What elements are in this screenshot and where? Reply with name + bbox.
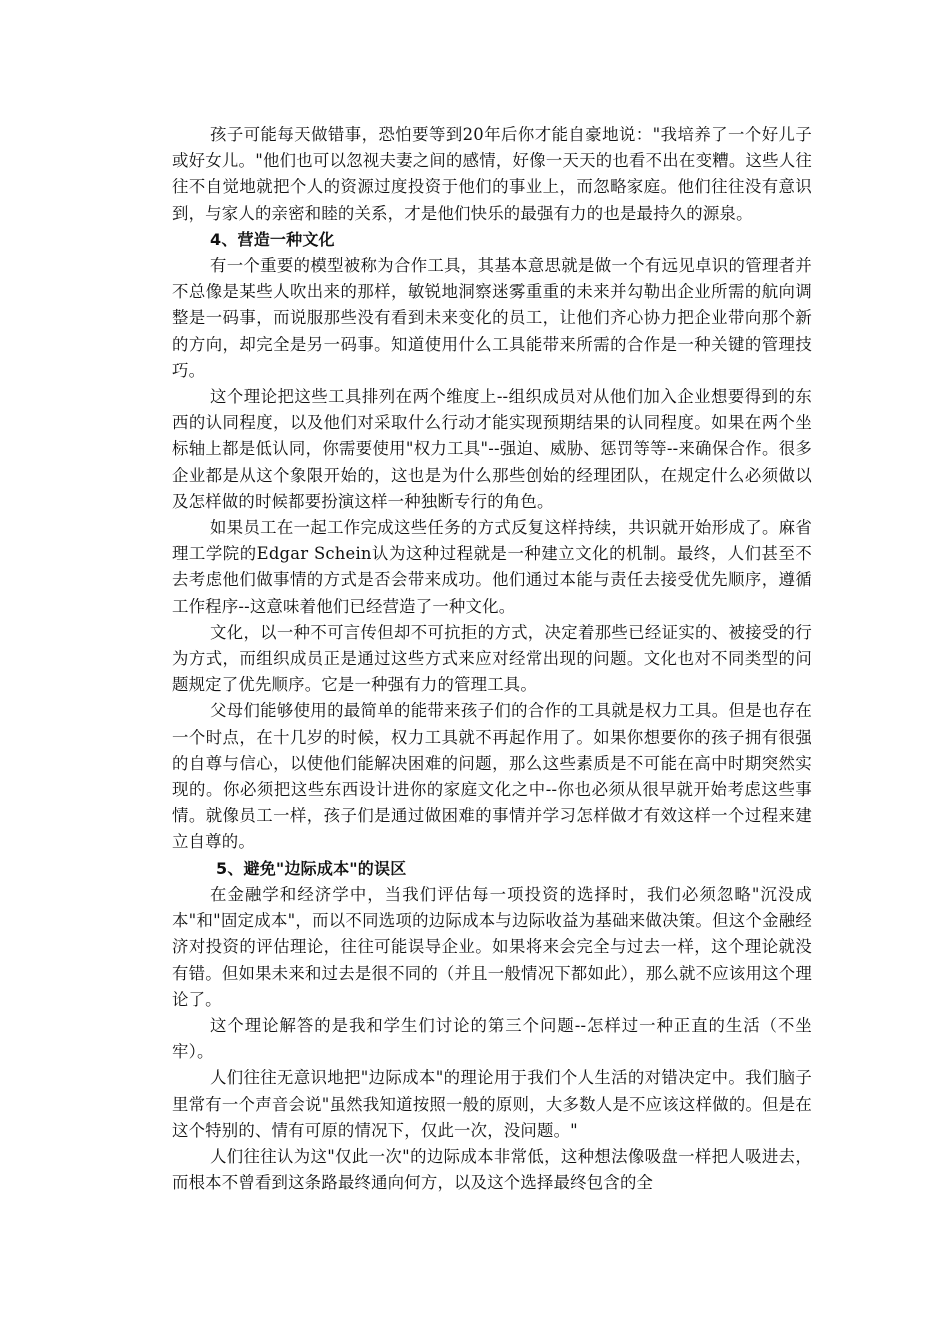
paragraph: 有一个重要的模型被称为合作工具，其基本意思就是做一个有远见卓识的管理者并不总像是某些人吹出来的那样，敏锐地洞察迷雾重重的未来并勾勒出企业所需的航向调整是一码事，而说服那些没有看到未来变化的员工，让他们齐心协力把企业带向那个新的方向，却完全是另一码事。知道使用什么工具能带来所需的合作是一种关键的管理技巧。 bbox=[172, 256, 812, 380]
paragraph: 人们往往无意识地把"边际成本"的理论用于我们个人生活的对错决定中。我们脑子里常有一个声音会说"虽然我知道按照一般的原则，大多数人是不应该这样做的。但是在这个特别的、情有可原的情况下，仅此一次，没问题。" bbox=[172, 1068, 812, 1140]
document-page bbox=[172, 122, 812, 1196]
paragraph: 父母们能够使用的最简单的能带来孩子们的合作的工具就是权力工具。但是也存在一个时点，在十几岁的时候，权力工具就不再起作用了。如果你想要你的孩子拥有很强的自尊与信心，以使他们能解决困难的问题，那么这些素质是不可能在高中时期突然实现的。你必须把这些东西设计进你的家庭文化之中--你也必须从很早就开始考虑这些事情。就像员工一样，孩子们是通过做困难的事情并学习怎样做才有效这样一个过程来建立自尊的。 bbox=[172, 701, 812, 852]
paragraph: 在金融学和经济学中，当我们评估每一项投资的选择时，我们必须忽略"沉没成本"和"固定成本"，而以不同选项的边际成本与边际收益为基础来做决策。但这个金融经济对投资的评估理论，往往可能误导企业。如果将来会完全与过去一样，这个理论就没有错。但如果未来和过去是很不同的（并且一般情况下都如此），那么就不应该用这个理论了。 bbox=[172, 884, 812, 1009]
paragraph: 孩子可能每天做错事，恐怕要等到20年后你才能自豪地说："我培养了一个好儿子或好女儿。"他们也可以忽视夫妻之间的感情，好像一天天的也看不出在变糟。这些人往往不自觉地就把个人的资源过度投资于他们的事业上，而忽略家庭。他们往往没有意识到，与家人的亲密和睦的关系，才是他们快乐的最强有力的也是最持久的源泉。 bbox=[172, 125, 812, 223]
section-heading-4: 4、营造一种文化 bbox=[210, 229, 335, 249]
paragraph: 文化，以一种不可言传但却不可抗拒的方式，决定着那些已经证实的、被接受的行为方式，而组织成员正是通过这些方式来应对经常出现的问题。文化也对不同类型的问题规定了优先顺序。它是一种强有力的管理工具。 bbox=[172, 622, 812, 695]
paragraph: 这个理论解答的是我和学生们讨论的第三个问题--怎样过一种正直的生活（不坐牢）。 bbox=[172, 1015, 812, 1062]
paragraph: 人们往往认为这"仅此一次"的边际成本非常低，这种想法像吸盘一样把人吸进去，而根本不曾看到这条路最终通向何方，以及这个选择最终包含的全 bbox=[172, 1146, 812, 1193]
section-heading-5: 5、避免"边际成本"的误区 bbox=[216, 858, 407, 878]
paragraph: 如果员工在一起工作完成这些任务的方式反复这样持续，共识就开始形成了。麻省理工学院的Edgar Schein认为这种过程就是一种建立文化的机制。最终，人们甚至不去考虑他们做事情的方式是否会带来成功。他们通过本能与责任去接受优先顺序，遵循工作程序--这意味着他们已经营造了一种文化。 bbox=[172, 518, 812, 616]
paragraph: 这个理论把这些工具排列在两个维度上--组织成员对从他们加入企业想要得到的东西的认同程度，以及他们对采取什么行动才能实现预期结果的认同程度。如果在两个坐标轴上都是低认同，你需要使用"权力工具"--强迫、威胁、惩罚等等--来确保合作。很多企业都是从这个象限开始的，这也是为什么那些创始的经理团队，在规定什么必须做以及怎样做的时候都要扮演这样一种独断专行的角色。 bbox=[172, 387, 812, 511]
